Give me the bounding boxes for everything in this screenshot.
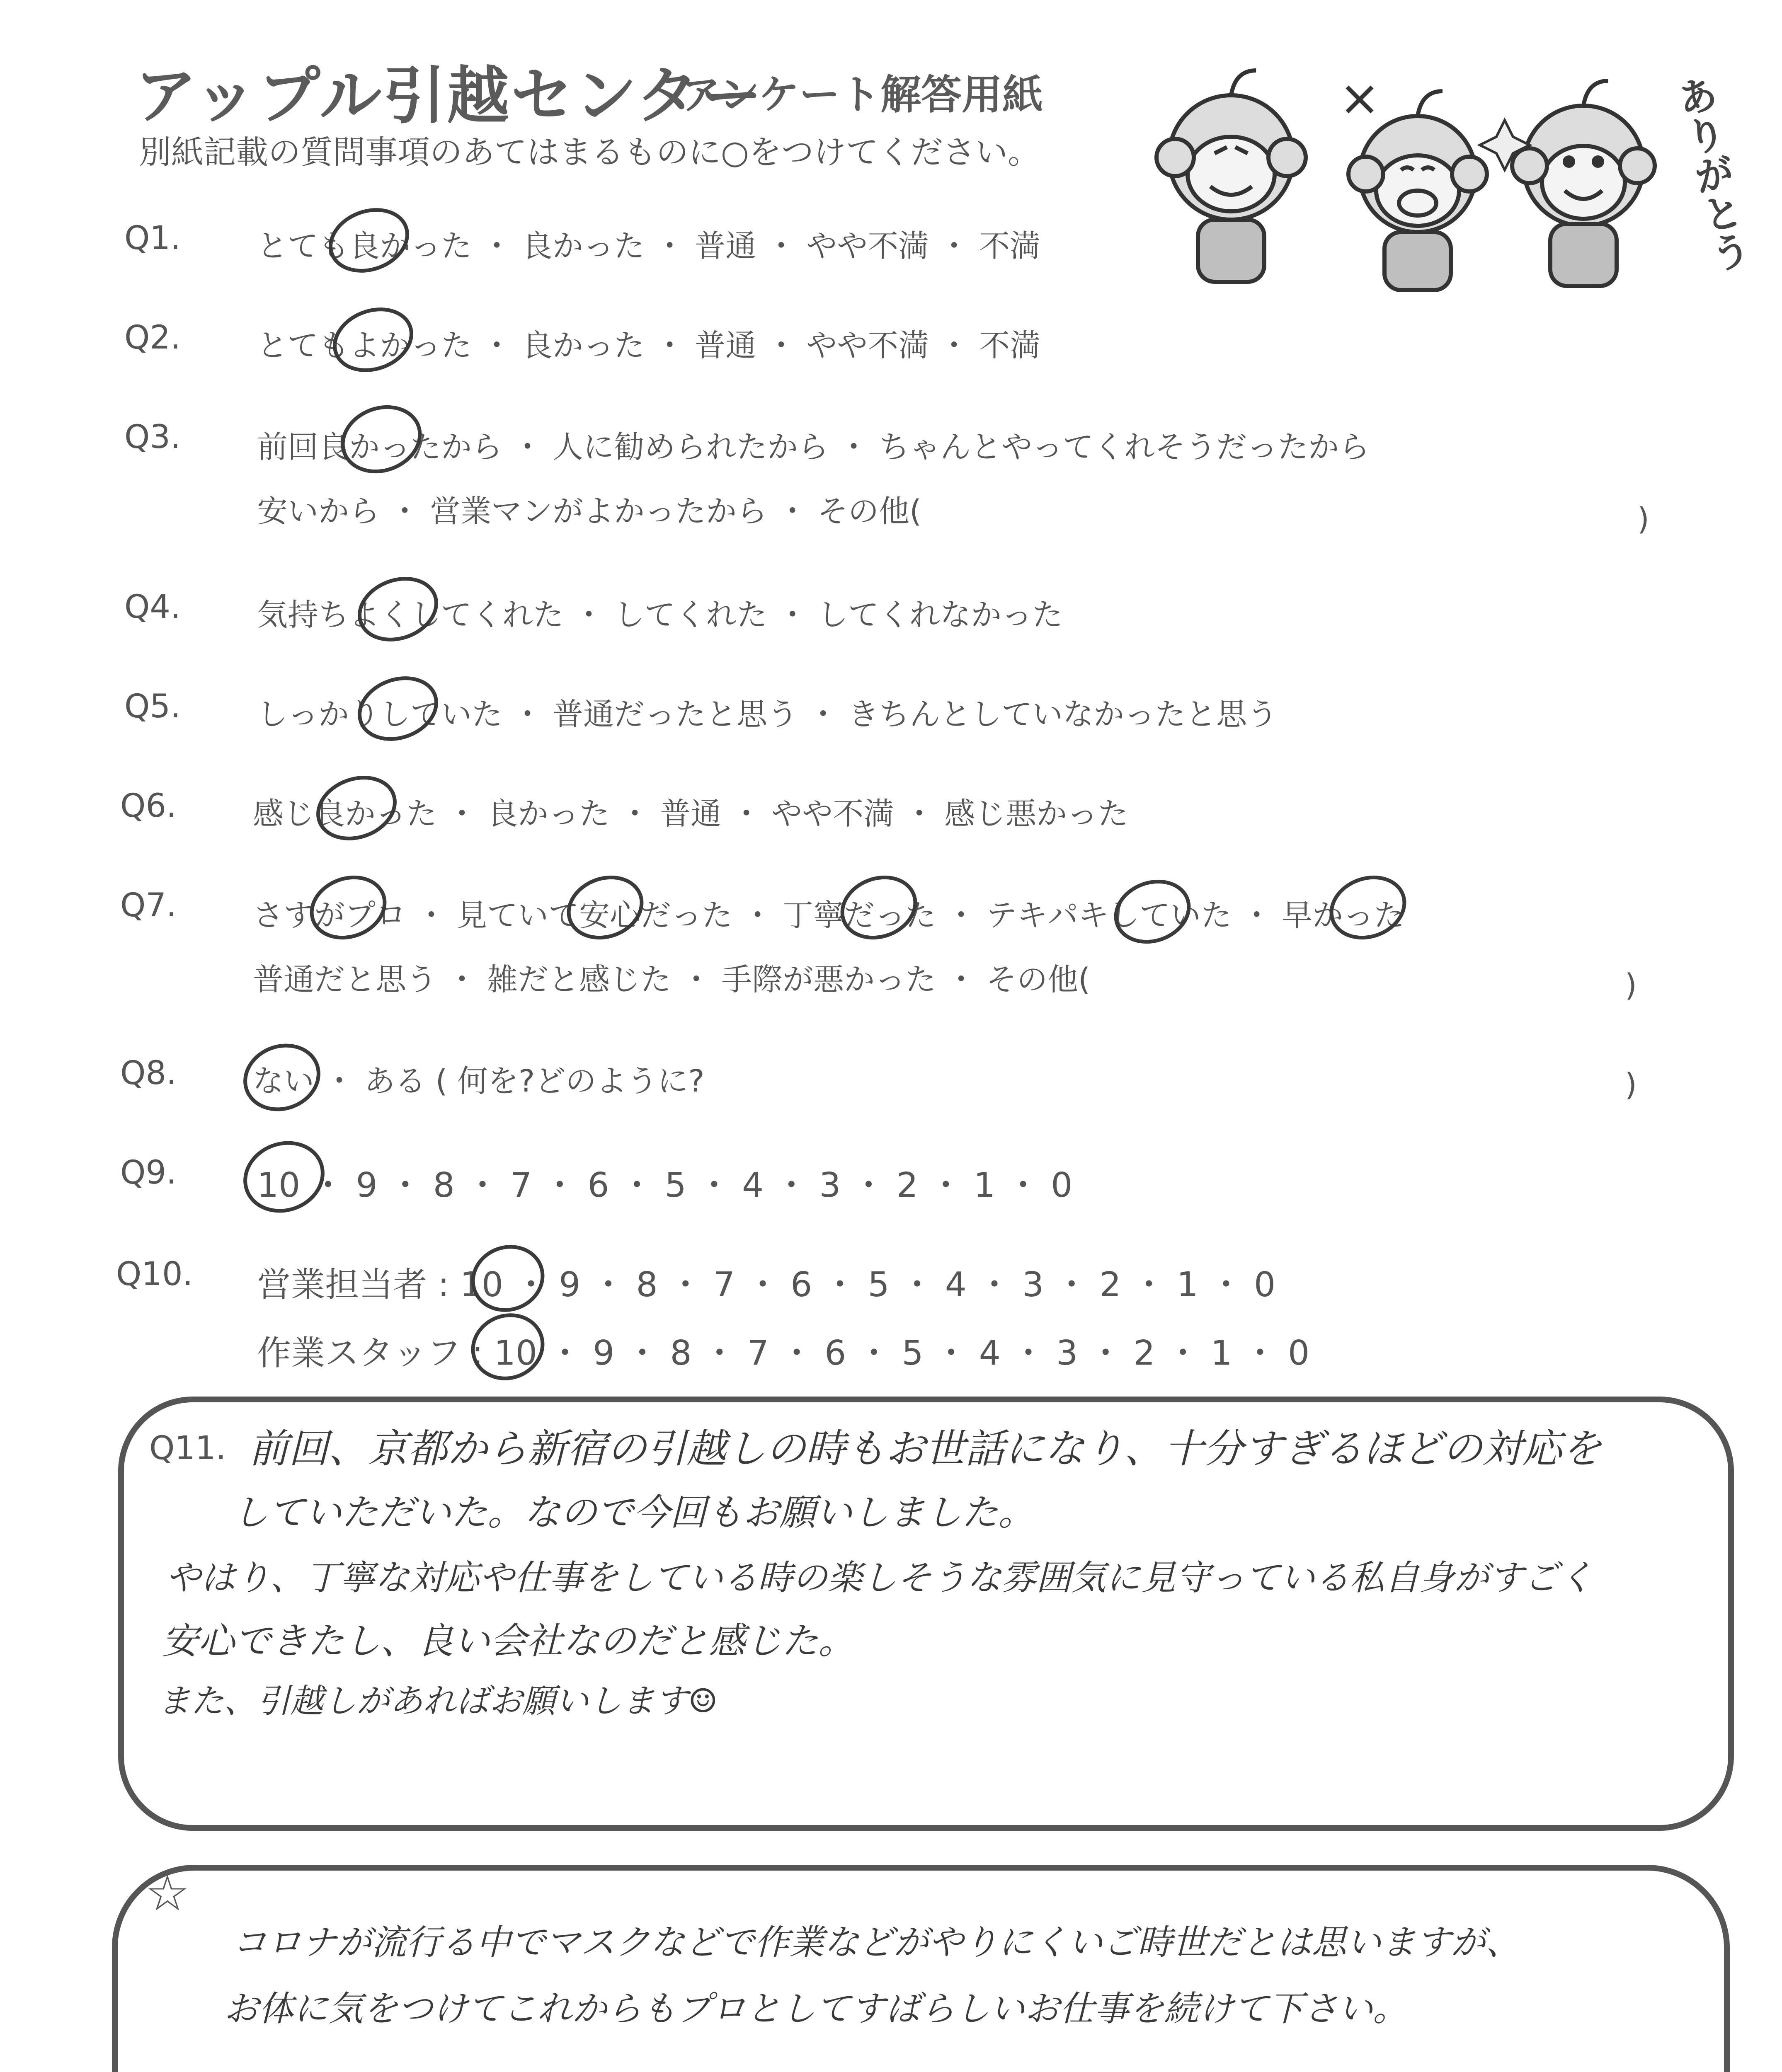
q10-staff-scale: 作業スタッフ : 10 ・ 9 ・ 8 ・ 7 ・ 6 ・ 5 ・ 4 ・ 3 ・ 2 ・ 1 ・ 0 (257, 1334, 1310, 1373)
mascot-caption: ありがとう (1668, 72, 1755, 276)
q7-options-line1: さすがプロ ・ 見ていて安心だった ・ 丁寧だった ・ テキパキしていた ・ 早かった (253, 898, 1405, 933)
free-comment-line1: コロナが流行る中でマスクなどで作業などがやりにくいご時世だとは思いますが、 (232, 1922, 1521, 1963)
q4-label: Q4. (124, 588, 181, 626)
q7-close-paren: ) (1625, 968, 1637, 1003)
q4-options: 気持ちよくしてくれた ・ してくれた ・ してくれなかった (257, 597, 1063, 633)
instruction-text: 別紙記載の質問事項のあてはまるものに○をつけてください。 (139, 134, 1040, 171)
q7-circle-mark-4 (1107, 871, 1197, 951)
free-comment-box (112, 1865, 1730, 2072)
q7-circle-mark-2 (560, 867, 650, 947)
q3-options-line2: 安いから ・ 営業マンがよかったから ・ その他( (257, 494, 921, 529)
q8-circle-mark (236, 1036, 327, 1120)
q10-sales-scale: 営業担当者 : 10 ・ 9 ・ 8 ・ 7 ・ 6 ・ 5 ・ 4 ・ 3 ・ 2 ・ 1 ・ 0 (257, 1265, 1276, 1305)
q7-circle-mark-5 (1323, 867, 1413, 947)
q9-label: Q9. (120, 1154, 177, 1191)
q3-close-paren: ) (1637, 501, 1649, 537)
q1-options: とても良かった ・ 良かった ・ 普通 ・ やや不満 ・ 不満 (257, 228, 1041, 264)
q7-circle-mark-1 (303, 867, 393, 947)
star-icon: ☆ (145, 1865, 190, 1922)
q5-options: しっかりしていた ・ 普通だったと思う ・ きちんとしていなかったと思う (257, 697, 1278, 732)
q9-circle-mark (235, 1132, 332, 1221)
q3-label: Q3. (124, 419, 181, 456)
q10-sales-circle-mark (464, 1237, 551, 1319)
q7-label: Q7. (120, 887, 177, 924)
q6-options: 感じ良かった ・ 良かった ・ 普通 ・ やや不満 ・ 感じ悪かった (253, 796, 1129, 832)
q6-circle-mark (310, 767, 403, 849)
q7-circle-mark-3 (834, 867, 924, 947)
q11-comment-line3: やはり、丁寧な対応や仕事をしている時の楽しそうな雰囲気に見守っている私自身がすごく (166, 1557, 1594, 1598)
q11-label: Q11. (149, 1430, 226, 1467)
q11-comment-line4: 安心できたし、良い会社なのだと感じた。 (162, 1619, 855, 1662)
q2-options: とてもよかった ・ 良かった ・ 普通 ・ やや不満 ・ 不満 (257, 328, 1041, 363)
q11-comment-line1: 前回、京都から新宿の引越しの時もお世話になり、十分すぎるほどの対応を (249, 1426, 1602, 1472)
free-comment-line2: お体に気をつけてこれからもプロとしてすばらしいお仕事を続けて下さい。 (224, 1988, 1408, 2029)
form-title: アップル引越センター (135, 60, 764, 132)
q9-scale: 10 ・ 9 ・ 8 ・ 7 ・ 6 ・ 5 ・ 4 ・ 3 ・ 2 ・ 1 ・ 0 (257, 1166, 1073, 1205)
q11-comment-line5: また、引越しがあればお願いします☺ (158, 1682, 718, 1720)
q3-circle-mark (334, 397, 429, 482)
q7-options-line2: 普通だと思う ・ 雑だと感じた ・ 手際が悪かった ・ その他( (253, 962, 1091, 997)
q2-label: Q2. (124, 319, 181, 356)
q8-options: ない ・ ある ( 何を?どのように? (253, 1063, 705, 1099)
form-subtitle: アンケート解答用紙 (680, 71, 1043, 119)
q1-label: Q1. (124, 220, 181, 257)
q2-circle-mark (326, 299, 420, 381)
q8-close-paren: ) (1625, 1067, 1637, 1103)
q3-options-line1: 前回良かったから ・ 人に勧められたから ・ ちゃんとやってくれそうだったから (257, 429, 1370, 465)
q5-circle-mark (351, 668, 445, 750)
q10-label: Q10. (116, 1256, 193, 1293)
q11-comment-line2: していただいた。なので今回もお願いしました。 (232, 1491, 1035, 1534)
q6-label: Q6. (120, 787, 177, 825)
q5-label: Q5. (124, 688, 181, 725)
q10-staff-circle-mark (464, 1305, 551, 1388)
q4-circle-mark (351, 569, 445, 650)
q8-label: Q8. (120, 1055, 177, 1092)
q1-circle-mark (322, 200, 416, 281)
